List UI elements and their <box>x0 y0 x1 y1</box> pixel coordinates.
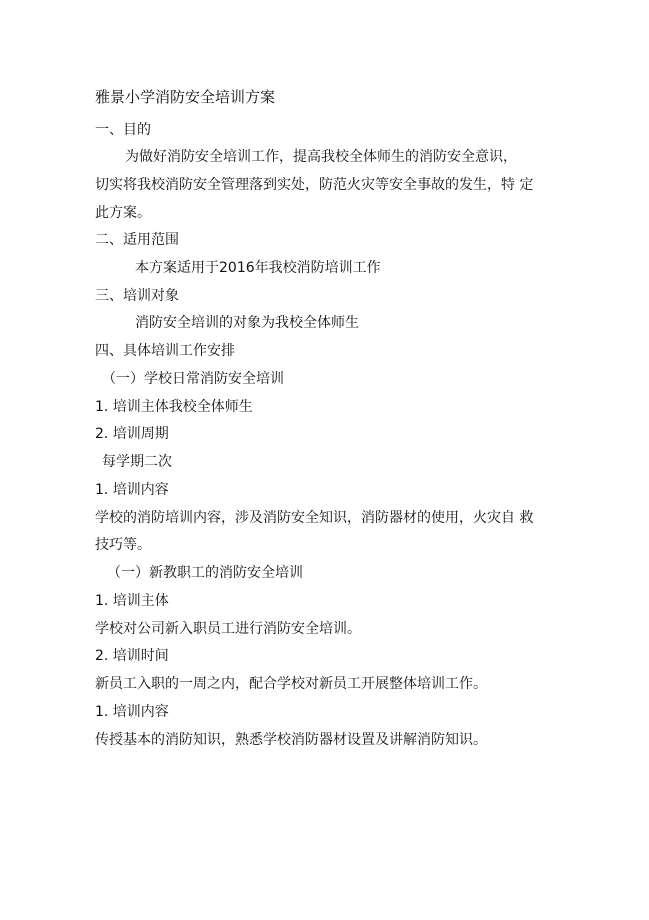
paragraph-line: 本方案适用于2016年我校消防培训工作 <box>135 260 381 276</box>
paragraph-line: 消防安全培训的对象为我校全体师生 <box>135 315 359 331</box>
paragraph-line: 技巧等。 <box>95 537 151 553</box>
paragraph-line: 此方案。 <box>95 205 151 221</box>
list-item: 1. 培训主体我校全体师生 <box>95 399 253 415</box>
list-item: 1. 培训内容 <box>95 704 169 720</box>
section-heading-purpose: 一、目的 <box>95 122 151 138</box>
paragraph-line: 为做好消防安全培训工作，提高我校全体师生的消防安全意识， <box>125 149 517 165</box>
list-item: 2. 培训时间 <box>95 648 169 664</box>
list-item: 2. 培训周期 <box>95 426 169 442</box>
paragraph-line: 新员工入职的一周之内，配合学校对新员工开展整体培训工作。 <box>95 676 487 692</box>
document-title: 雅景小学消防安全培训方案 <box>95 88 276 106</box>
list-item: 1. 培训主体 <box>95 593 169 609</box>
section-heading-scope: 二、适用范围 <box>95 232 179 248</box>
section-heading-arrangement: 四、具体培训工作安排 <box>95 343 235 359</box>
list-item: 1. 培训内容 <box>95 482 169 498</box>
paragraph-line: 学校对公司新入职员工进行消防安全培训。 <box>95 621 361 637</box>
subsection-heading: （一）学校日常消防安全培训 <box>102 371 284 387</box>
paragraph-line: 每学期二次 <box>102 454 172 470</box>
paragraph-line: 传授基本的消防知识，熟悉学校消防器材设置及讲解消防知识。 <box>95 732 487 748</box>
paragraph-line: 学校的消防培训内容，涉及消防安全知识，消防器材的使用，火灾自 救 <box>95 510 534 526</box>
section-heading-audience: 三、培训对象 <box>95 288 179 304</box>
subsection-heading: （一）新教职工的消防安全培训 <box>107 565 303 581</box>
paragraph-line: 切实将我校消防安全管理落到实处，防范火灾等安全事故的发生，特 定 <box>95 177 534 193</box>
